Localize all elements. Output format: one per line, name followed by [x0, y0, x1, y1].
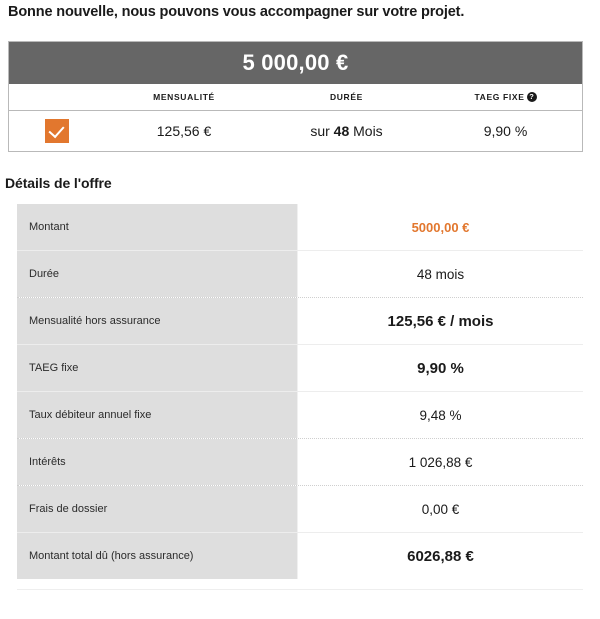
detail-label: Taux débiteur annuel fixe — [17, 392, 297, 438]
offer-table-header-row — [9, 84, 582, 111]
detail-row — [17, 297, 583, 344]
detail-value: 9,48 % — [297, 392, 583, 438]
detail-row — [17, 438, 583, 485]
detail-value: 0,00 € — [297, 486, 583, 532]
detail-row — [17, 250, 583, 297]
detail-value: 1 026,88 € — [297, 439, 583, 485]
detail-row — [17, 203, 583, 250]
detail-label: Mensualité hors assurance — [17, 298, 297, 344]
detail-label: Montant total dû (hors assurance) — [17, 533, 297, 579]
offer-duree-suffix: Mois — [349, 123, 383, 139]
offer-col-taeg — [429, 84, 582, 111]
detail-label: Frais de dossier — [17, 486, 297, 532]
offer-select-checkbox[interactable] — [45, 119, 69, 143]
detail-row — [17, 485, 583, 532]
details-table — [17, 203, 583, 579]
detail-label: Montant — [17, 204, 297, 250]
offer-duree-value — [264, 111, 429, 152]
detail-label: Durée — [17, 251, 297, 297]
detail-row — [17, 532, 583, 579]
page-headline: Bonne nouvelle, nous pouvons vous accompagner sur votre projet. — [8, 4, 465, 20]
offer-table-row — [9, 111, 582, 152]
offer-duree-number: 48 — [333, 123, 350, 139]
detail-row — [17, 391, 583, 438]
offer-summary-table — [9, 84, 582, 151]
detail-value: 48 mois — [297, 251, 583, 297]
detail-row — [17, 344, 583, 391]
offer-duree-prefix: sur — [310, 123, 334, 139]
offer-select-cell — [9, 111, 104, 152]
offer-amount-banner: 5 000,00 € — [9, 42, 582, 84]
detail-value: 6026,88 € — [297, 533, 583, 579]
offer-col-taeg-label: TAEG FIXE — [474, 91, 525, 102]
detail-label: Intérêts — [17, 439, 297, 485]
offer-col-mensualite: MENSUALITÉ — [104, 84, 264, 111]
detail-value: 125,56 € / mois — [297, 298, 583, 344]
offer-col-duree: DURÉE — [264, 84, 429, 111]
details-bottom-divider — [17, 589, 583, 590]
help-icon[interactable]: ? — [527, 92, 537, 102]
detail-value: 5000,00 € — [297, 204, 583, 250]
details-section-title: Détails de l'offre — [5, 175, 112, 191]
detail-value: 9,90 % — [297, 345, 583, 391]
offer-card — [8, 41, 583, 152]
offer-mensualite-value: 125,56 € — [156, 123, 212, 139]
offer-taeg-value: 9,90 % — [483, 123, 528, 139]
offer-col-select — [9, 84, 104, 111]
detail-label: TAEG fixe — [17, 345, 297, 391]
